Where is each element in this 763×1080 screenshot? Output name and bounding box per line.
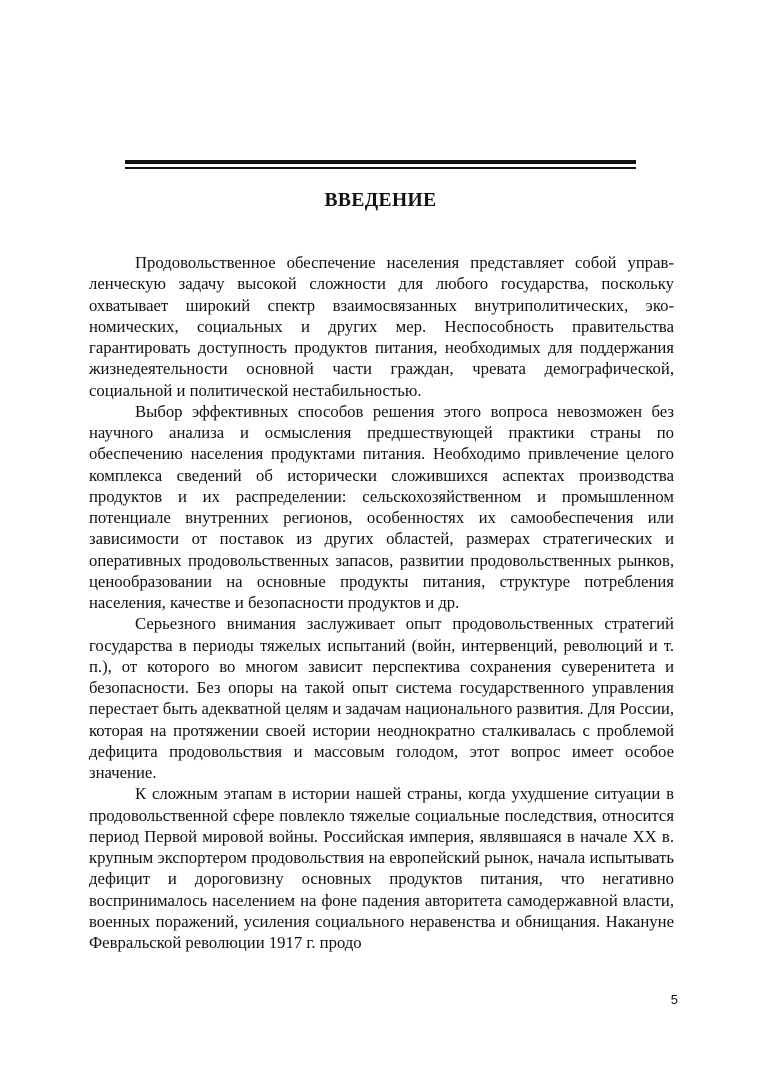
body-text bbox=[89, 252, 674, 953]
page-number: 5 bbox=[670, 992, 678, 1007]
paragraph-1: Продовольственное обеспечение населения представляет собой управленческую задачу высокой сложности для любого государства, поскольку охватывает широкий спектр взаимосвязанных внутриполитических, экономических, социальных и других мер. Неспособность правительства гарантировать доступность продуктов питания, необходимых для поддержания жизнедеятельности основной части граждан, чревата демографической, социальной и политической нестабильностью. bbox=[89, 253, 674, 400]
chapter-title: ВВЕДЕНИЕ bbox=[324, 190, 437, 211]
paragraph-3: Серьезного внимания заслуживает опыт продовольственных стратегий государства в периоды тяжелых испытаний (войн, интервенций, революций и т. п.), от которого во многом зависит перспектива сохранения суверенитета и безопасности. Без опоры на такой опыт система государственного управления перестает быть адекватной целям и задачам национального развития. Для России, которая на протяжении своей истории неоднократно сталкивалась с проблемой дефицита продовольствия и массовым голодом, этот вопрос имеет особое значение. bbox=[89, 614, 674, 782]
header-rule-thick bbox=[125, 160, 636, 164]
paragraph-4: К сложным этапам в истории нашей страны, когда ухудшение ситуации в продовольственной сфере повлекло тяжелые социальные последствия, относится период Первой мировой войны. Российская империя, являвшаяся в начале XX в. крупным экспортером продовольствия на европейский рынок, начала испытывать дефицит и дороговизну основных продуктов питания, что негативно воспринималось населением на фоне падения авторитета самодержавной власти, военных поражений, усиления социального неравенства и обнищания. Накануне Февральской революции 1917 г. продо bbox=[89, 784, 674, 952]
header-rule-thin bbox=[125, 167, 636, 169]
paragraph-2: Выбор эффективных способов решения этого вопроса невозможен без научного анализа и осмысления предшествующей практики страны по обеспечению населения продуктами питания. Необходимо привлечение целого комплекса сведений об исторически сложившихся аспектах производства продуктов и их распределении: сельскохозяйственном и промышленном потенциале внутренних регионов, особенностях их самообеспечения или зависимости от поставок из других областей, размерах стратегических и оперативных продовольственных запасов, развитии продовольственных рынков, ценообразовании на основные продукты питания, структуре потребления населения, качестве и безопасности продуктов и др. bbox=[89, 401, 674, 612]
